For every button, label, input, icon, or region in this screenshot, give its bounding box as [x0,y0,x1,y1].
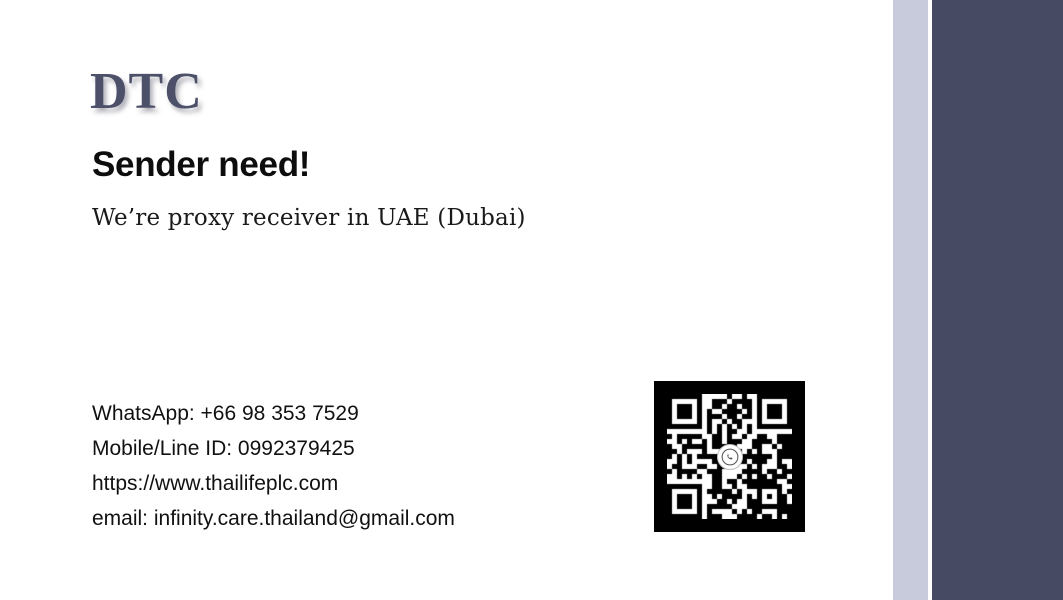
decor-dark-bar [932,0,1063,600]
qr-code-area [667,394,792,519]
page-title: Sender need! [92,145,311,184]
company-logo: DTC [90,63,203,120]
whatsapp-qr-code[interactable] [654,381,805,532]
contact-email[interactable]: email: infinity.care.thailand@gmail.com [92,507,455,530]
contact-website[interactable]: https://www.thailifeplc.com [92,472,339,495]
whatsapp-icon [717,444,743,470]
contact-block [92,396,455,536]
contact-whatsapp: WhatsApp: +66 98 353 7529 [92,402,359,425]
page-subtitle: We’re proxy receiver in UAE (Dubai) [92,205,526,231]
contact-mobile-line-id: Mobile/Line ID: 0992379425 [92,437,355,460]
decor-light-bar [893,0,928,600]
